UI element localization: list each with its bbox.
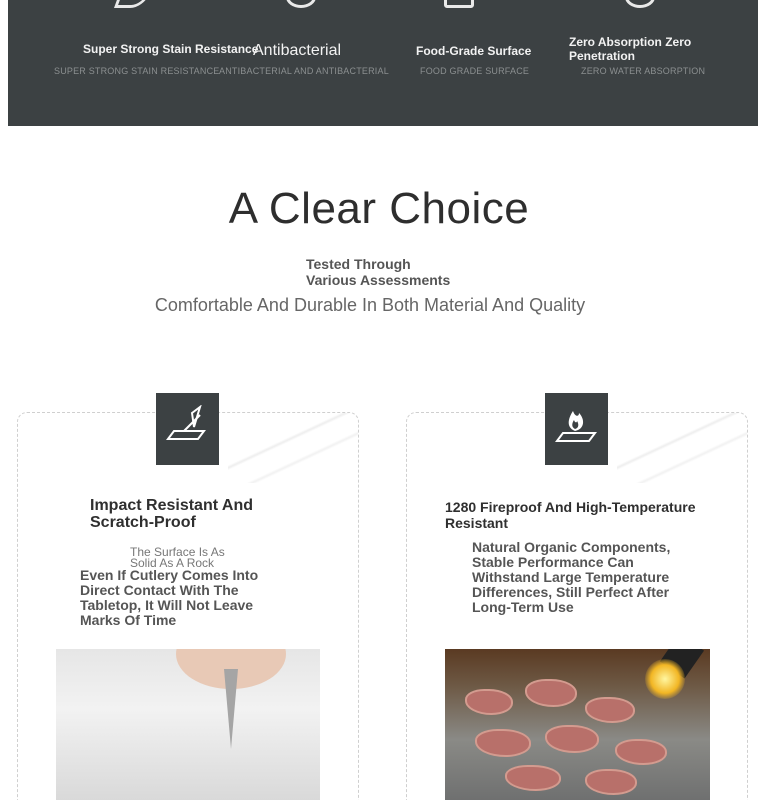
feature-title-stain: Super Strong Stain Resistance [83,42,259,56]
feature-subtitle-antibacterial: ANTIBACTERIAL AND ANTIBACTERIAL [219,66,389,76]
card-body-fireproof: Natural Organic Components, Stable Performance Can Withstand Large Temperature Differences, Still Perfect After Long-Term Use [472,539,671,615]
feature-title-antibacterial: Antibacterial [253,42,342,59]
feature-subtitle-zero-absorption: ZERO WATER ABSORPTION [581,66,706,76]
marble-texture [228,413,358,483]
cutting-board-icon [156,393,219,465]
feature-subtitle-stain: SUPER STRONG STAIN RESISTANCE [54,66,220,76]
marble-texture [617,413,747,483]
meat-slice [615,739,667,765]
card-title-impact: Impact Resistant And Scratch-Proof [90,497,253,531]
card-caption-impact: The Surface Is As Solid As A Rock [130,545,225,570]
plate-icon [444,0,474,8]
feature-title-zero-absorption: Zero Absorption Zero Penetration [569,35,692,63]
feature-subtitle-food-grade: FOOD GRADE SURFACE [420,66,530,76]
comfort-subtitle: Comfortable And Durable In Both Material And Quality [154,295,586,315]
meat-slice [585,697,635,723]
page-title: A Clear Choice [228,184,530,233]
meat-slice [585,769,637,795]
knife-blade [224,669,238,749]
meat-slice [505,765,561,791]
meat-slice [525,679,577,707]
meat-slice [465,689,513,715]
meat-slice [545,725,599,753]
check-icon [114,0,152,8]
fire-board-icon [545,393,608,465]
feature-banner [8,0,758,126]
knife-scratch-photo [56,649,320,800]
feature-title-food-grade: Food-Grade Surface [416,44,532,58]
flame-shape [645,659,685,699]
grill-flame-photo [445,649,710,800]
card-body-impact: Even If Cutlery Comes Into Direct Contact With The Tabletop, It Will Not Leave Marks Of Time [80,567,259,628]
meat-slice [475,729,531,757]
drop-icon [625,0,655,8]
card-title-fireproof: 1280 Fireproof And High-Temperature Resistant [445,499,696,531]
tested-text: Tested Through Various Assessments [306,256,451,288]
shield-icon [286,0,316,8]
